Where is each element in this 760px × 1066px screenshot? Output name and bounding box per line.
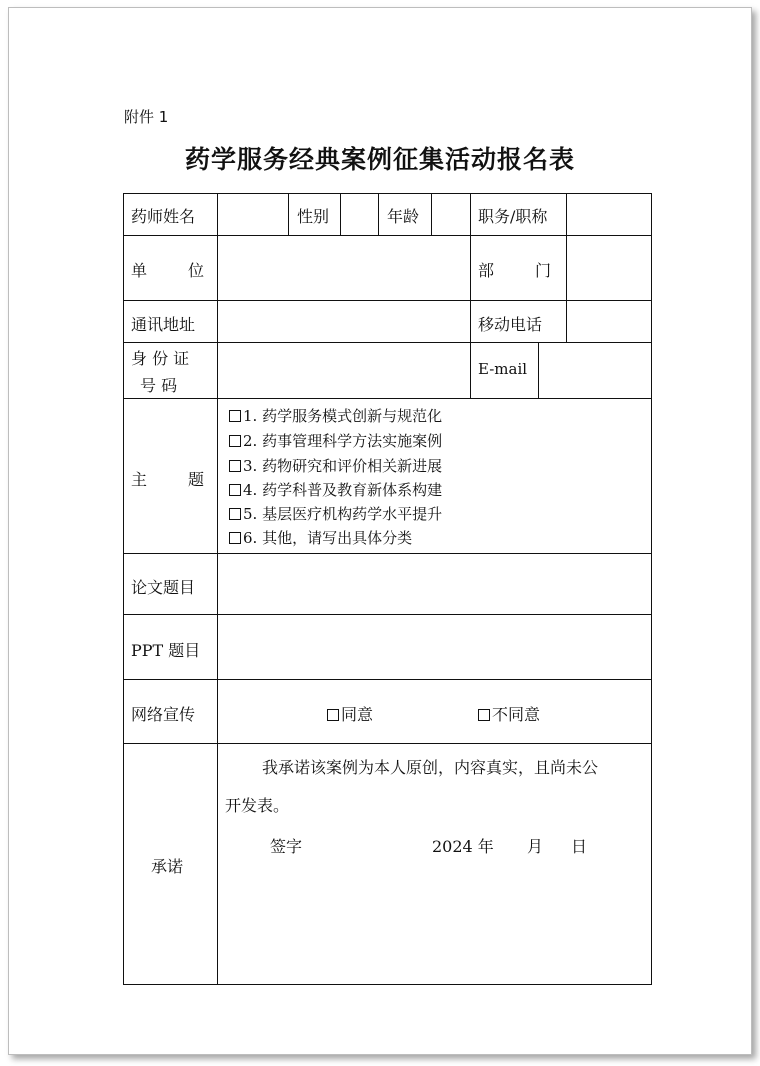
label-topic-char1: 主 [131, 470, 148, 489]
label-id-number-line2: 号 码 [140, 376, 178, 395]
topic-option-2[interactable]: 2. 药事管理科学方法实施案例 [229, 430, 442, 451]
label-unit-char1: 单 [131, 261, 148, 280]
row-divider [123, 398, 652, 399]
date-year: 2024 年 [432, 837, 494, 856]
label-unit-char2: 位 [188, 261, 205, 280]
column-divider [470, 193, 471, 398]
label-mobile: 移动电话 [478, 315, 543, 334]
label-id-number-line1: 身 份 证 [131, 349, 190, 368]
checkbox-icon[interactable] [229, 508, 241, 520]
label-network-promotion: 网络宣传 [131, 705, 196, 724]
label-address: 通讯地址 [131, 315, 196, 334]
checkbox-icon[interactable] [229, 532, 241, 544]
topic-option-3[interactable]: 3. 药物研究和评价相关新进展 [229, 455, 442, 476]
date-month: 月 [527, 837, 544, 856]
label-promise: 承诺 [151, 857, 184, 876]
column-divider [340, 193, 341, 235]
checkbox-icon[interactable] [327, 709, 339, 721]
topic-option-6[interactable]: 6. 其他，请写出具体分类 [229, 527, 412, 548]
row-divider [123, 300, 652, 301]
column-divider [566, 193, 567, 342]
column-divider [288, 193, 289, 235]
label-email: E-mail [478, 360, 528, 378]
row-divider [123, 614, 652, 615]
signature-label: 签字 [270, 837, 303, 856]
network-disagree-option[interactable]: 不同意 [478, 702, 540, 725]
row-divider [123, 679, 652, 680]
topic-option-5[interactable]: 5. 基层医疗机构药学水平提升 [229, 503, 442, 524]
label-age: 年龄 [387, 207, 420, 226]
checkbox-icon[interactable] [229, 460, 241, 472]
column-divider [538, 342, 539, 398]
row-divider [123, 553, 652, 554]
promise-text-line2: 开发表。 [225, 796, 290, 815]
label-dept-char1: 部 [478, 261, 495, 280]
network-agree-option[interactable]: 同意 [327, 702, 373, 725]
attachment-label: 附件 1 [124, 108, 169, 126]
promise-text-line1: 我承诺该案例为本人原创，内容真实，且尚未公 [262, 758, 599, 777]
label-ppt-title: PPT 题目 [131, 641, 201, 660]
form-title: 药学服务经典案例征集活动报名表 [184, 145, 575, 174]
row-divider [123, 743, 652, 744]
column-divider [431, 193, 432, 235]
topic-option-4[interactable]: 4. 药学科普及教育新体系构建 [229, 479, 442, 500]
column-divider [378, 193, 379, 235]
label-pharmacist-name: 药师姓名 [131, 207, 196, 226]
checkbox-icon[interactable] [229, 484, 241, 496]
checkbox-icon[interactable] [229, 410, 241, 422]
checkbox-icon[interactable] [478, 709, 490, 721]
column-divider [217, 193, 218, 985]
topic-option-1[interactable]: 1. 药学服务模式创新与规范化 [229, 405, 442, 426]
label-position-title: 职务/职称 [478, 207, 548, 226]
label-dept-char2: 门 [535, 261, 552, 280]
checkbox-icon[interactable] [229, 435, 241, 447]
row-divider [123, 235, 652, 236]
row-divider [123, 342, 652, 343]
label-paper-title: 论文题目 [131, 578, 196, 597]
label-topic-char2: 题 [188, 470, 205, 489]
date-day: 日 [571, 837, 588, 856]
registration-table [123, 193, 652, 985]
label-gender: 性别 [297, 207, 330, 226]
